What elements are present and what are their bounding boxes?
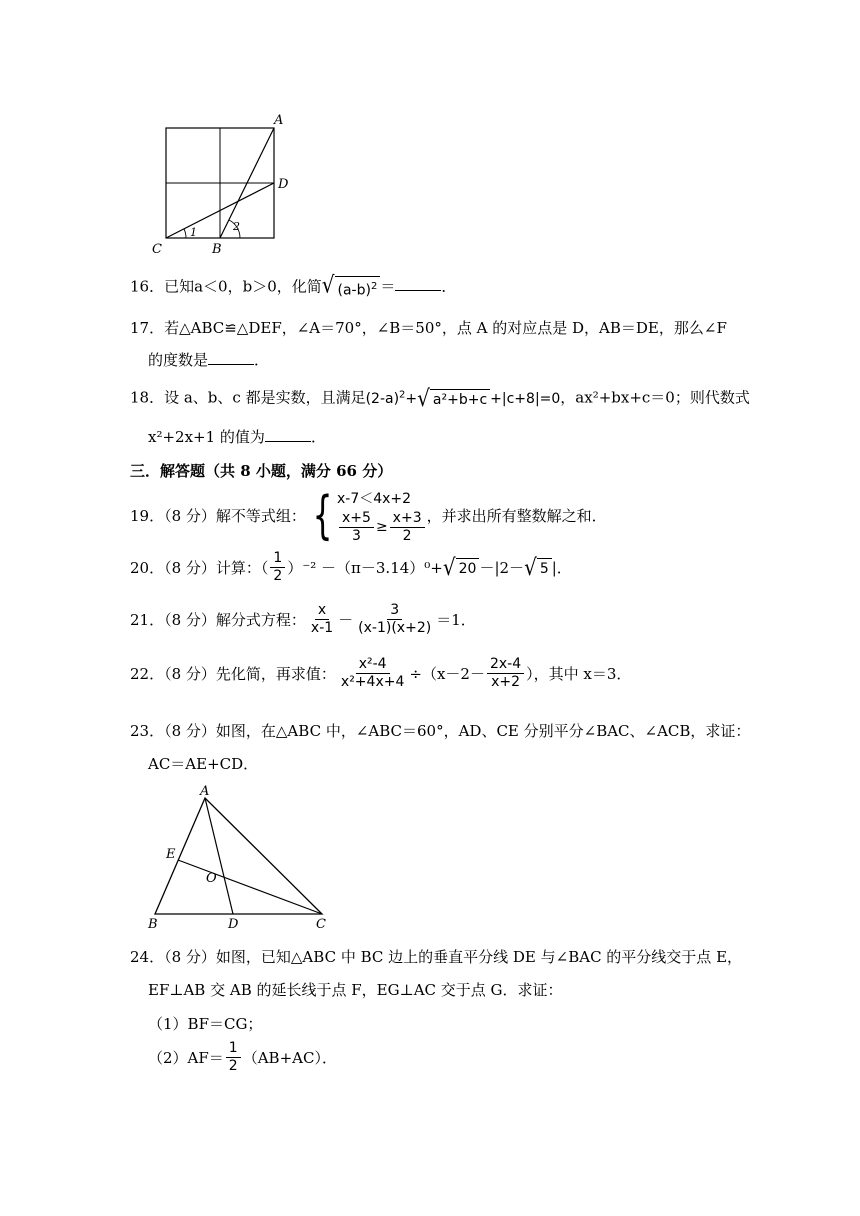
sqrt-5: √ 5 <box>524 556 552 579</box>
q21-frac1-num: x <box>315 602 329 620</box>
label-d: D <box>278 177 289 192</box>
q19-frac2-num: x+3 <box>390 510 425 528</box>
q21-frac2-num: 3 <box>387 602 402 620</box>
q20-end: |． <box>551 559 572 577</box>
q18-radicand: a²+b+c <box>430 389 490 410</box>
question-20 <box>130 550 572 585</box>
q22-frac1-num: x²-4 <box>356 656 390 674</box>
section-title: 三．解答题（共 8 小题，满分 66 分） <box>130 462 393 480</box>
answer-blank[interactable] <box>208 350 254 365</box>
q19-frac1-num: x+5 <box>339 510 374 528</box>
question-24-part2 <box>148 1040 337 1075</box>
label-a: A <box>200 784 210 799</box>
q22-div: ÷（x－2－ <box>409 665 485 683</box>
q24-frac-den: 2 <box>228 1058 238 1074</box>
brace-icon: { <box>312 486 333 546</box>
q18-expr-a: (2-a) <box>365 390 400 407</box>
q16-exponent: 2 <box>370 281 378 292</box>
q18-abs: +|c+8|=0 <box>490 390 561 407</box>
q22-frac2-den: x+2 <box>491 674 520 690</box>
question-18-line2 <box>148 426 326 448</box>
q19-frac2-den: 2 <box>402 527 412 544</box>
q16-end: ． <box>441 277 457 296</box>
question-18-line1 <box>130 384 750 410</box>
q19-prefix: 19．（8 分）解不等式组： <box>130 507 306 525</box>
question-16 <box>130 270 457 301</box>
q18-text-a: 18．设 a、b、c 都是实数，且满足 <box>130 388 366 407</box>
sqrt-20: √ 20 <box>443 556 480 579</box>
question-24-line1: 24．（8 分）如图，已知△ABC 中 BC 边上的垂直平分线 DE 与∠BAC 的平分线交于点 E， <box>130 948 743 966</box>
label-e: E <box>166 847 176 862</box>
q17-end: ． <box>254 351 270 369</box>
q24-frac-num: 1 <box>226 1040 241 1058</box>
label-c: C <box>316 917 326 932</box>
q16-condition: a＜0，b＞0，化简 <box>194 277 322 296</box>
angle-1: 1 <box>190 226 197 239</box>
q20-frac-num: 1 <box>270 550 285 568</box>
q16-equals: ＝ <box>380 277 396 296</box>
segment-ce <box>178 860 322 914</box>
question-24-line2: EF⊥AB 交 AB 的延长线于点 F，EG⊥AC 交于点 G．求证： <box>148 981 563 999</box>
q18-text-b: ，ax²+bx+c＝0；则代数式 <box>560 388 750 407</box>
answer-blank[interactable] <box>395 276 441 291</box>
label-o: O <box>206 871 217 886</box>
q16-prefix: 已知 <box>164 277 195 296</box>
question-23-line1: 23．（8 分）如图，在△ABC 中，∠ABC＝60°，AD、CE 分别平分∠BAC、∠ACB，求证： <box>130 722 751 740</box>
q22-prefix: 22．（8 分）先化简，再求值： <box>130 665 336 683</box>
label-c: C <box>152 242 162 257</box>
q21-minus: － <box>338 611 354 629</box>
q20-mid: ）⁻² －（π－3.14）⁰+ <box>287 559 443 577</box>
label-b: B <box>212 242 222 257</box>
q20-rad2: 5 <box>537 558 552 579</box>
inequality-1: x-7＜4x+2 <box>337 490 412 507</box>
inequality-system <box>306 486 427 546</box>
q24-part2-suffix: （AB+AC）． <box>242 1049 337 1067</box>
question-22 <box>130 656 631 691</box>
q18-plus: + <box>405 390 418 407</box>
q22-frac2-num: 2x-4 <box>487 656 524 674</box>
q21-frac2-den: (x-1)(x+2) <box>358 620 432 636</box>
q18-end: ． <box>310 428 326 446</box>
q19-suffix: ，并求出所有整数解之和． <box>426 507 607 525</box>
label-b: B <box>148 917 158 932</box>
segment-ad <box>205 798 233 914</box>
question-17-line1: 17．若△ABC≌△DEF，∠A＝70°，∠B＝50°，点 A 的对应点是 D，AB＝DE，那么∠F <box>130 319 727 337</box>
q20-frac-den: 2 <box>273 568 283 584</box>
q18-line2-text: x²+2x+1 的值为 <box>148 428 265 446</box>
question-19 <box>130 486 607 546</box>
question-number: 16． <box>130 277 165 296</box>
angle-2: 2 <box>233 220 240 233</box>
q21-prefix: 21．（8 分）解分式方程： <box>130 611 306 629</box>
label-d: D <box>228 917 239 932</box>
q22-frac1-den: x²+4x+4 <box>340 674 405 690</box>
q21-frac1-den: x-1 <box>310 620 334 636</box>
figure-triangle-abc <box>140 782 340 932</box>
q20-prefix: 20．（8 分）计算：（ <box>130 559 269 577</box>
figure-grid-triangle <box>150 108 300 258</box>
q24-part2-prefix: （2）AF＝ <box>148 1049 224 1067</box>
q19-frac1-den: 3 <box>352 527 361 544</box>
q20-mid2: －|2－ <box>479 559 525 577</box>
q17-text: 的度数是 <box>148 351 209 369</box>
q16-radicand: (a-b) <box>337 282 371 299</box>
label-a: A <box>274 113 284 128</box>
question-24-part1: （1）BF＝CG； <box>148 1015 263 1033</box>
question-21 <box>130 602 476 637</box>
q20-rad1: 20 <box>456 558 480 579</box>
geq-sign: ≥ <box>375 519 388 535</box>
sqrt-expression: √ $(a-b)^2$ <box>322 274 381 301</box>
question-17-line2 <box>148 349 269 371</box>
q21-end: ＝1． <box>436 611 476 629</box>
inequality-2 <box>337 510 427 545</box>
q22-end: ），其中 x＝3． <box>526 665 632 683</box>
answer-blank[interactable] <box>265 427 311 442</box>
q18-exp: 2 <box>399 389 406 400</box>
q18-sqrt: √ a²+b+c <box>417 387 490 410</box>
question-23-line2: AC＝AE+CD． <box>148 755 259 773</box>
q18-expression <box>365 384 561 412</box>
